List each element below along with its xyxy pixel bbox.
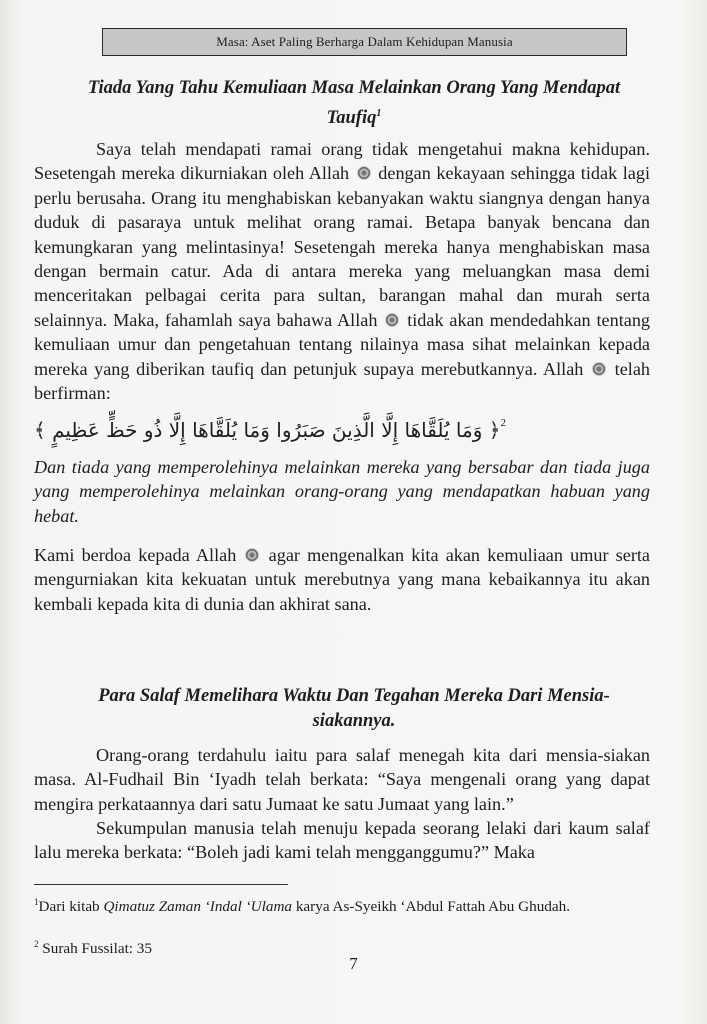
quran-verse-text: ﴿ وَمَا يُلَقَّاهَا إِلَّا الَّذِينَ صَبَرُوا وَمَا يُلَقَّاهَا إِلَّا ذُو حَظٍّ عَظِيمٍ ﴾ xyxy=(34,418,501,442)
section-heading-2-line2: siakannya. xyxy=(312,711,396,731)
paragraph-1-text-a: Saya telah mendapati ramai orang tidak mengetahui makna kehidupan. Sesetengah mereka dikurniakan oleh Allah xyxy=(34,139,650,184)
paragraph-1-text-c: tidak akan mendedahkan tentang kemuliaan umur dan pengetahuan tentang nilainya masa sihat melainkan kepada mereka yang diberikan taufiq dan petunjuk supaya merebutkannya. Allah xyxy=(34,309,651,379)
footnote-ref-1[interactable]: 1 xyxy=(376,108,382,119)
honorific-icon xyxy=(385,313,399,327)
section-heading-1-line1: Tiada Yang Tahu Kemuliaan Masa Melainkan Orang Yang Mendapat xyxy=(87,78,621,98)
footnote-1 xyxy=(34,893,650,917)
footnote-1-mark: 1 xyxy=(34,897,39,907)
paragraph-4: Sekumpulan manusia telah menuju kepada seorang lelaki dari kaum salaf lalu mereka berkata: “Boleh jadi kami telah mengganggumu?” Maka xyxy=(34,818,650,863)
footnote-divider xyxy=(34,884,288,885)
footnote-2-text: Surah Fussilat: 35 xyxy=(42,940,152,958)
footnote-1-pre: Dari kitab xyxy=(38,898,100,916)
footnote-ref-2[interactable]: 2 xyxy=(500,417,506,429)
section-heading-1-line2: Taufiq xyxy=(326,108,377,129)
section-heading-2 xyxy=(34,684,674,734)
paragraph-3: Orang-orang terdahulu iaitu para salaf menegah kita dari mensia-siakan masa. Al-Fudhail Bin ‘Iyadh telah berkata: “Saya mengenali orang yang dapat mengira perkataannya dari satu Jumaat ke satu Jumaat yang lain.” xyxy=(34,745,650,814)
paragraph-1-text-d: telah berfirman: xyxy=(34,358,651,404)
section-heading-1 xyxy=(34,76,674,131)
honorific-icon xyxy=(357,166,371,180)
page-number: 7 xyxy=(349,954,358,973)
footnote-1-book-title: Qimatuz Zaman ‘Indal ‘Ulama xyxy=(103,898,293,916)
paragraph-1-text-b: dengan kekayaan sehingga tidak lagi perlu berusaha. Orang itu menghabiskan kebanyakan waktu siangnya dengan hanya duduk di pasaraya untuk melihat orang ramai. Betapa banyak bencana dan kemungkaran yang melintasinya! Sesetengah mereka hanya menghabiskan masa dengan bermain catur. Ada di antara mereka yang meluangkan masa demi menceritakan pelbagai cerita para sultan, barangan mahal dan murah serta selainnya. Maka, fahamlah saya bahawa Allah xyxy=(34,163,650,330)
paragraph-2 xyxy=(34,543,650,616)
section-heading-2-line1: Para Salaf Memelihara Waktu Dan Tegahan Mereka Dari Mensia- xyxy=(98,686,610,706)
honorific-icon xyxy=(245,548,259,562)
footnote-2-mark: 2 xyxy=(34,939,39,949)
paragraph-1 xyxy=(34,137,650,405)
running-header xyxy=(102,28,627,56)
honorific-icon xyxy=(592,362,606,376)
running-title: Masa: Aset Paling Berharga Dalam Kehidupan Manusia xyxy=(216,34,513,49)
quran-verse xyxy=(34,413,650,447)
footnote-1-post: karya As-Syeikh ‘Abdul Fattah Abu Ghudah. xyxy=(295,898,571,916)
verse-translation: Dan tiada yang memperolehinya melainkan mereka yang bersabar dan tiada juga yang memperolehinya melainkan orang-orang yang mendapatkan habuan yang hebat. xyxy=(34,457,650,526)
paragraph-2-text-a: Kami berdoa kepada Allah xyxy=(34,545,237,565)
paragraph-2-text-b: agar mengenalkan kita akan kemuliaan umur serta mengurniakan kita kekuatan untuk merebutnya yang mana kebaikannya itu akan kembali kepada kita di dunia dan akhirat sana. xyxy=(34,545,651,614)
